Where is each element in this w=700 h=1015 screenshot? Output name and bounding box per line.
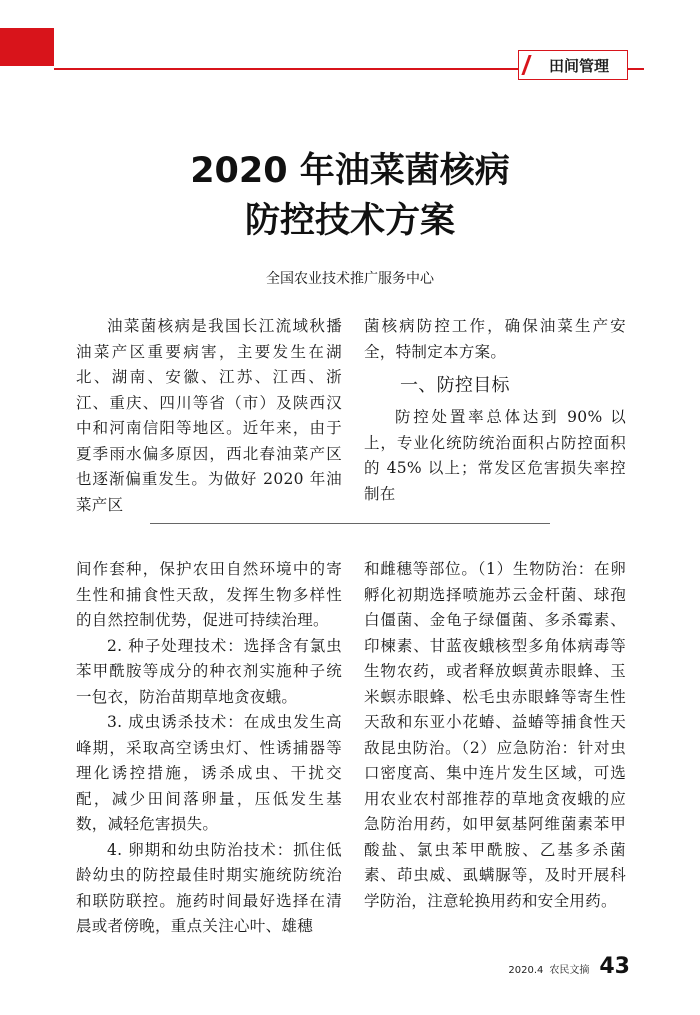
adult-trapping-paragraph: 3. 成虫诱杀技术：在成虫发生高峰期，采取高空诱虫灯、性诱捕器等理化诱控措施，诱杀成虫、干扰交配，减少田间落卵量，压低发生基数，减轻危害损失。 xyxy=(76,713,342,833)
larva-control-paragraph: 4. 卵期和幼虫防治技术：抓住低龄幼虫的防控最佳时期实施统防统治和联防联控。施药时间最好选择在清晨或者傍晚，重点关注心叶、雄穗 xyxy=(76,840,342,935)
section-label: 田间管理 xyxy=(548,56,609,75)
page-footer xyxy=(508,954,630,979)
article-author: 全国农业技术推广服务中心 xyxy=(266,271,434,287)
section-heading: 一、防控目标 xyxy=(400,375,510,396)
intro-paragraph: 油菜菌核病是我国长江流域秋播油菜产区重要病害，主要发生在湖北、湖南、安徽、江苏、江西、浙江、重庆、四川等省（市）及陕西汉中和河南信阳等地区。近年来，由于夏季雨水偏多原因，西北春油菜产区也逐渐偏重发生。为做好 2020 年油菜产区 xyxy=(76,317,342,514)
seed-treatment-paragraph: 2. 种子处理技术：选择含有氯虫苯甲酰胺等成分的种衣剂实施种子统一包衣，防治苗期草地贪夜蛾。 xyxy=(76,636,342,706)
article-title-line1: 2020 年油菜菌核病 xyxy=(190,151,510,191)
section-tab xyxy=(518,50,628,80)
slash-mark-icon xyxy=(521,55,531,75)
column-divider-rule xyxy=(150,523,550,524)
issue-date: 2020.4 xyxy=(508,965,544,976)
control-methods-paragraph: 和雌穗等部位。（1）生物防治：在卵孵化初期选择喷施苏云金杆菌、球孢白僵菌、金龟子绿僵菌、多杀霉素、印楝素、甘蓝夜蛾核型多角体病毒等生物农药，或者释放螟黄赤眼蜂、玉米螟赤眼蜂、松毛虫赤眼蜂等寄生性天敌和东亚小花蝽、益蝽等捕食性天敌昆虫防治。（2）应急防治：针对虫口密度高、集中连片发生区域，可选用农业农村部推荐的草地贪夜蛾的应急防治用药，如甲氨基阿维菌素苯甲酸盐、氯虫苯甲酰胺、乙基多杀菌素、茚虫威、虱螨脲等，及时开展科学防治，注意轮换用药和安全用药。 xyxy=(364,560,626,910)
column-1 xyxy=(76,314,342,518)
page-number: 43 xyxy=(599,954,630,979)
header-red-block xyxy=(0,28,54,66)
column-3 xyxy=(76,557,342,940)
column-4 xyxy=(364,557,626,914)
targets-paragraph: 防控处置率总体达到 90% 以上，专业化统防统治面积占防控面积的 45% 以上；常发区危害损失率控制在 xyxy=(364,408,626,503)
column-2 xyxy=(364,314,626,507)
article-title-line2: 防控技术方案 xyxy=(244,201,455,241)
intro-paragraph-continued: 菌核病防控工作，确保油菜生产安全，特制定本方案。 xyxy=(364,317,626,361)
paragraph-continued: 间作套种，保护农田自然环境中的寄生性和捕食性天敌，发挥生物多样性的自然控制优势，促进可持续治理。 xyxy=(76,560,342,629)
magazine-name: 农民文摘 xyxy=(549,965,590,976)
